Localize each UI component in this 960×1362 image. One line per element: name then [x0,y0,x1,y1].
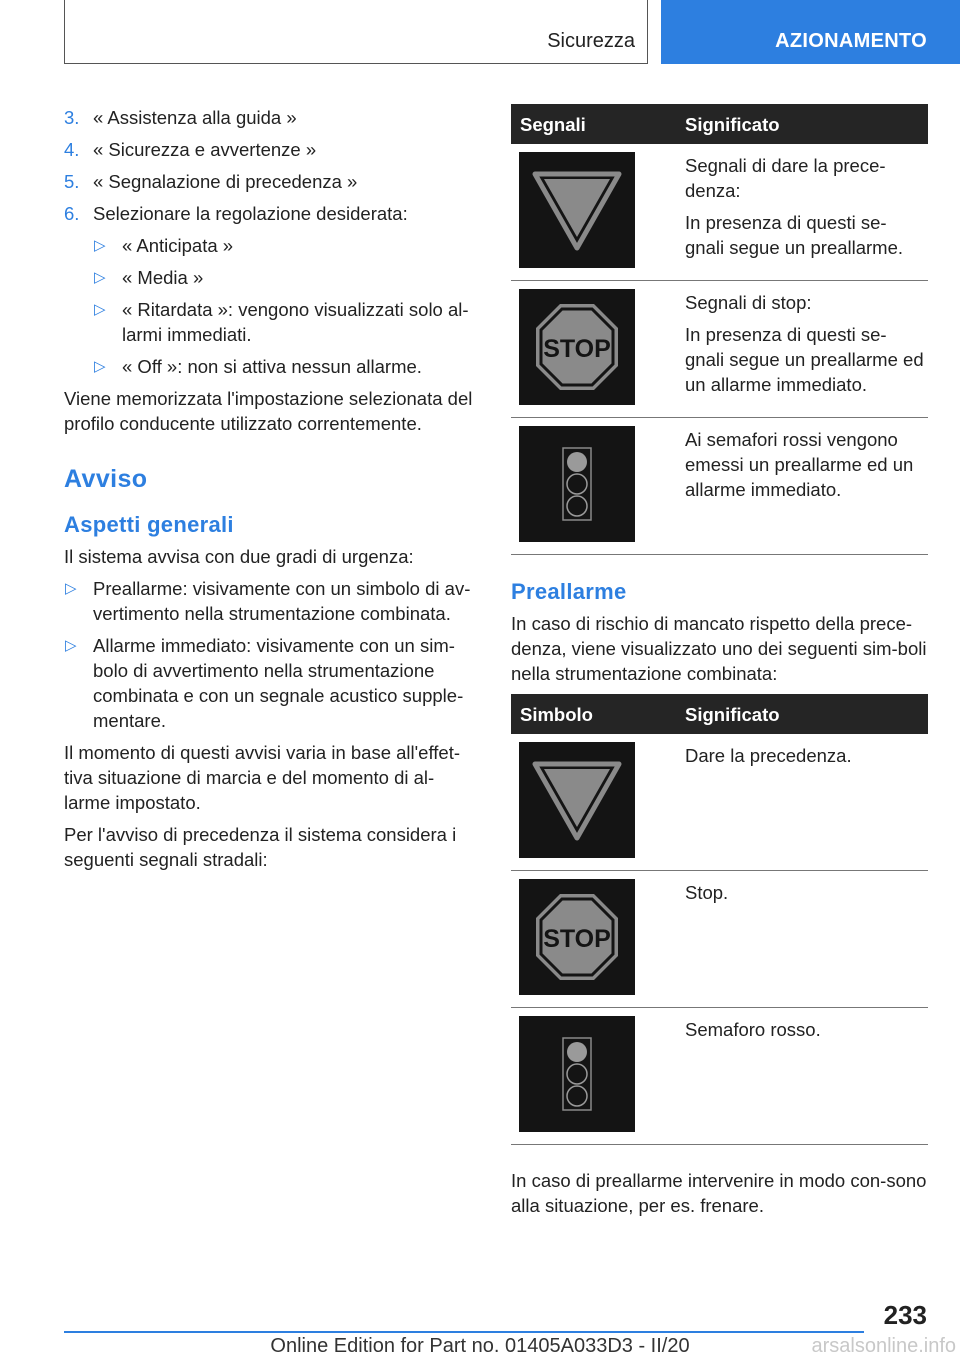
row-description [685,290,925,404]
table-row [511,281,928,418]
saved-setting-note: Viene memorizzata l'impostazione selezionata del profilo conducente utilizzato correntemente. [64,388,473,434]
step-number: 4. [64,139,80,160]
row-description [685,427,925,509]
column-header-meaning: Significato [685,704,780,725]
step-number: 5. [64,171,80,192]
header-section-box [64,0,648,64]
triangle-bullet-icon: ▷ [94,301,106,318]
row-description [685,880,925,912]
triangle-bullet-icon: ▷ [94,237,106,254]
triangle-bullet-icon: ▷ [94,358,106,375]
table-row [511,144,928,281]
symbols-table [511,694,928,1145]
column-header-signs: Segnali [520,114,586,135]
yield-sign-icon [519,742,635,858]
step-text: « Assistenza alla guida » [93,107,297,128]
signs-paragraph: Per l'avviso di precedenza il sistema considera i seguenti segnali stradali: [64,824,457,870]
option-item [64,265,476,290]
road-signs-table [511,104,928,555]
final-paragraph: In caso di preallarme intervenire in modo con-sono alla situazione, per es. frenare. [511,1170,927,1216]
option-item [64,354,476,379]
table-header [511,104,928,144]
triangle-bullet-icon: ▷ [65,637,77,654]
description-line: In presenza di questi se-gnali segue un preallarme ed un allarme immediato. [685,324,924,395]
description-line: Semaforo rosso. [685,1019,821,1040]
description-line: Segnali di dare la prece-denza: [685,155,886,201]
step-text: « Sicurezza e avvertenze » [93,139,317,160]
step-text: « Segnalazione di precedenza » [93,171,358,192]
footer-divider [64,1331,864,1333]
header-chapter-title: AZIONAMENTO [775,30,927,52]
description-line: Stop. [685,882,729,903]
step-item [64,137,476,162]
option-text: « Media » [122,267,204,288]
header-section-title: Sicurezza [547,30,635,52]
intro-text: Il sistema avvisa con due gradi di urgenza: [64,546,414,567]
bullet-text: Preallarme: visivamente con un simbolo di av-vertimento nella strumentazione combinata. [93,578,471,624]
step-number: 6. [64,203,80,224]
option-text: « Ritardata »: vengono visualizzati solo al-larmi immediati. [122,299,469,345]
stop-label: STOP [543,335,611,363]
table-row [511,734,928,871]
stop-label: STOP [543,925,611,953]
row-description [685,153,925,267]
yield-sign-icon [519,152,635,268]
stop-sign-icon [519,879,635,995]
description-line: Segnali di stop: [685,292,812,313]
column-header-meaning: Significato [685,114,780,135]
step-text: Selezionare la regolazione desiderata: [93,203,408,224]
page-number: 233 [883,1300,927,1330]
stop-sign-icon [519,289,635,405]
row-description [685,1017,925,1049]
heading-avviso: Avviso [64,465,148,493]
bullet-item [64,633,476,733]
table-row [511,1008,928,1145]
triangle-bullet-icon: ▷ [94,269,106,286]
traffic-light-icon [519,1016,635,1132]
bullet-text: Allarme immediato: visivamente con un sim-bolo di avvertimento nella strumentazione combinata e con un segnale acustico supple-mentare. [93,635,464,731]
description-line: Ai semafori rossi vengono emessi un preallarme ed un allarme immediato. [685,429,914,500]
footer-edition: Online Edition for Part no. 01405A033D3 - II/20 [270,1335,690,1357]
heading-aspetti-generali: Aspetti generali [64,512,234,537]
row-description [685,743,925,775]
traffic-light-icon [519,426,635,542]
triangle-bullet-icon: ▷ [65,580,77,597]
table-row [511,418,928,555]
step-item [64,201,476,226]
step-item [64,105,476,130]
column-header-symbol: Simbolo [520,704,593,725]
heading-preallarme: Preallarme [511,579,627,604]
step-item [64,169,476,194]
description-line: In presenza di questi se-gnali segue un preallarme. [685,212,904,258]
header-chapter-tab [661,0,960,64]
footer-watermark: arsalsonline.info [811,1335,956,1357]
table-row [511,871,928,1008]
option-text: « Off »: non si attiva nessun allarme. [122,356,422,377]
bullet-item [64,576,476,626]
table-header [511,694,928,734]
option-item [64,297,476,347]
timing-paragraph: Il momento di questi avvisi varia in base all'effet-tiva situazione di marcia e del momento di al-larme impostato. [64,742,460,813]
description-line: Dare la precedenza. [685,745,852,766]
right-column [511,104,928,1225]
option-text: « Anticipata » [122,235,234,256]
option-item [64,233,476,258]
step-number: 3. [64,107,80,128]
preallarme-text: In caso di rischio di mancato rispetto della prece-denza, viene visualizzato uno dei seguenti sim-boli nella strumentazione combinata: [511,613,927,684]
left-column [64,105,476,879]
